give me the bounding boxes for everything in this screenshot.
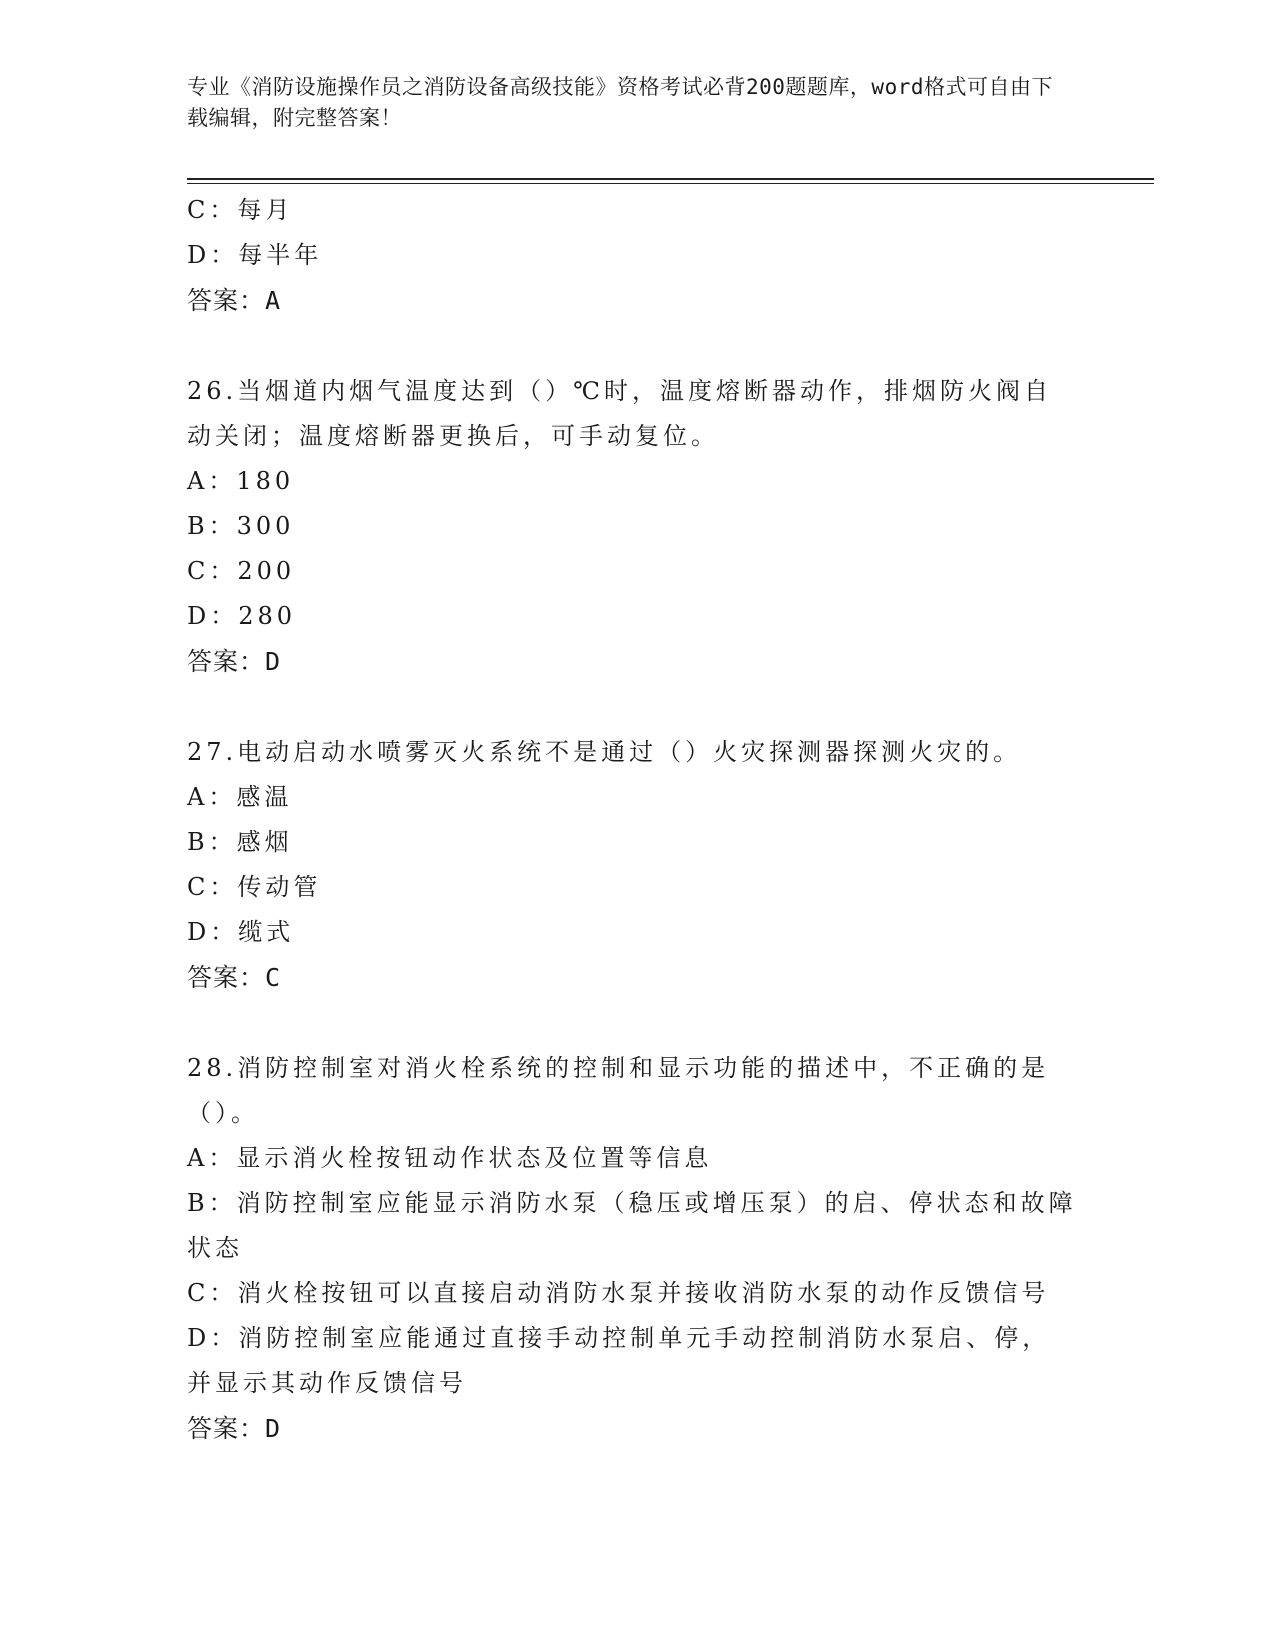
header-rule-bottom [187, 183, 1154, 184]
answer-line: 答案：D [187, 1414, 282, 1443]
option-b: B：300 [187, 512, 295, 540]
question-stem: 27.电动启动水喷雾灭火系统不是通过（）火灾探测器探测火灾的。 [187, 738, 1022, 766]
option-b: B：感烟 [187, 828, 293, 856]
option-c: C：传动管 [187, 873, 322, 901]
question-stem: 28.消防控制室对消火栓系统的控制和显示功能的描述中，不正确的是（）。 [187, 1054, 1050, 1127]
option-c: C：200 [187, 557, 296, 585]
answer-line: 答案：C [187, 963, 282, 992]
question-list [187, 188, 1077, 1451]
option-a: A：显示消火栓按钮动作状态及位置等信息 [187, 1144, 713, 1172]
answer-line: 答案：A [187, 286, 282, 315]
option-d: D：缆式 [187, 918, 295, 946]
header-rule-top [187, 178, 1154, 180]
option-c: C：每月 [187, 196, 294, 224]
option-c: C：消火栓按钮可以直接启动消防水泵并接收消防水泵的动作反馈信号 [187, 1279, 1050, 1307]
question-stem: 26.当烟道内烟气温度达到（）℃时，温度熔断器动作，排烟防火阀自动关闭；温度熔断器更换后，可手动复位。 [187, 377, 1053, 450]
option-a: A：180 [187, 467, 295, 495]
option-b: B：消防控制室应能显示消防水泵（稳压或增压泵）的启、停状态和故障状态 [187, 1189, 1077, 1262]
option-d: D：每半年 [187, 241, 323, 269]
document-header: 专业《消防设施操作员之消防设备高级技能》资格考试必背200题题库，word格式可自由下载编辑，附完整答案！ [187, 75, 1053, 130]
option-a: A：感温 [187, 783, 293, 811]
option-d: D：280 [187, 602, 297, 630]
option-d: D：消防控制室应能通过直接手动控制单元手动控制消防水泵启、停，并显示其动作反馈信号 [187, 1324, 1051, 1397]
answer-line: 答案：D [187, 647, 282, 676]
